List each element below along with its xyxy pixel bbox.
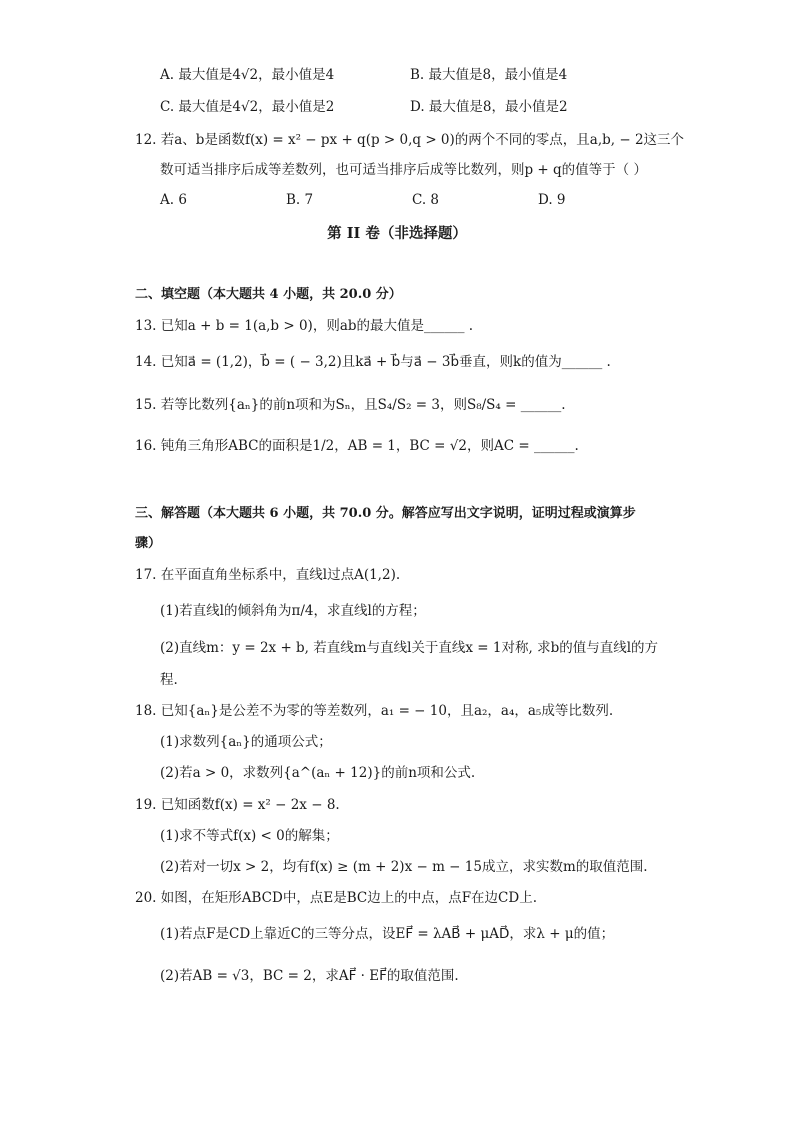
section-3-heading-line-1: 三、解答题（本大题共 6 小题，共 70.0 分。解答应写出文字说明，证明过程或演算步 xyxy=(135,506,636,521)
question-17: 17. 在平面直角坐标系中，直线l过点A(1,2). xyxy=(135,567,401,583)
section-2-heading: 二、填空题（本大题共 4 小题，共 20.0 分） xyxy=(135,287,402,302)
question-18-part-2: (2)若a > 0，求数列{a^(aₙ + 12)}的前n项和公式. xyxy=(160,765,476,781)
question-13: 13. 已知a + b = 1(a,b > 0)，则ab的最大值是______ . xyxy=(135,318,474,334)
question-18-part-1: (1)求数列{aₙ}的通项公式； xyxy=(160,734,332,750)
question-18: 18. 已知{aₙ}是公差不为零的等差数列，a₁ = − 10，且a₂，a₄，a₅成等比数列. xyxy=(135,703,614,719)
q11-option-a: A. 最大值是4√2，最小值是4 xyxy=(160,67,335,83)
question-17-part-1: (1)若直线l的倾斜角为π/4，求直线l的方程； xyxy=(160,603,426,619)
question-17-part-2: (2)直线m：y = 2x + b, 若直线m与直线l关于直线x = 1对称, 求b的值与直线l的方 xyxy=(160,640,659,656)
question-19-part-1: (1)求不等式f(x) < 0的解集； xyxy=(160,828,339,844)
question-19: 19. 已知函数f(x) = x² − 2x − 8. xyxy=(135,797,340,813)
q12-option-b: B. 7 xyxy=(286,192,314,208)
question-20: 20. 如图，在矩形ABCD中，点E是BC边上的中点，点F在边CD上. xyxy=(135,890,538,906)
q11-option-c: C. 最大值是4√2，最小值是2 xyxy=(160,99,335,115)
question-16: 16. 钝角三角形ABC的面积是1/2，AB = 1，BC = √2，则AC = ______. xyxy=(135,438,579,454)
question-20-part-1: (1)若点F是CD上靠近C的三等分点，设EF⃗ = λAB⃗ + μAD⃗，求λ + μ的值； xyxy=(160,926,615,942)
question-19-part-2: (2)若对一切x > 2，均有f(x) ≥ (m + 2)x − m − 15成立，求实数m的取值范围. xyxy=(160,859,648,875)
q11-option-d: D. 最大值是8，最小值是2 xyxy=(410,99,568,115)
part-2-title: 第 II 卷（非选择题） xyxy=(327,225,467,242)
question-20-part-2: (2)若AB = √3，BC = 2，求AF⃗ · EF⃗的取值范围. xyxy=(160,968,459,984)
q12-option-c: C. 8 xyxy=(412,192,440,208)
question-15: 15. 若等比数列{aₙ}的前n项和为Sₙ，且S₄/S₂ = 3，则S₈/S₄ = ______. xyxy=(135,397,566,413)
q12-line-1: 12. 若a、b是函数f(x) = x² − px + q(p > 0,q > 0)的两个不同的零点，且a,b, − 2这三个 xyxy=(135,132,685,148)
q12-option-a: A. 6 xyxy=(160,192,187,208)
question-17-part-2-cont: 程. xyxy=(160,672,178,688)
q12-line-2: 数可适当排序后成等差数列，也可适当排序后成等比数列，则p + q的值等于（ ） xyxy=(160,162,647,178)
section-3-heading-line-2: 骤） xyxy=(135,536,162,551)
q11-option-b: B. 最大值是8，最小值是4 xyxy=(410,67,568,83)
q12-option-d: D. 9 xyxy=(538,192,566,208)
question-14: 14. 已知a⃗ = (1,2)，b⃗ = ( − 3,2)且ka⃗ + b⃗与a⃗ − 3b⃗垂直，则k的值为______ . xyxy=(135,354,611,370)
